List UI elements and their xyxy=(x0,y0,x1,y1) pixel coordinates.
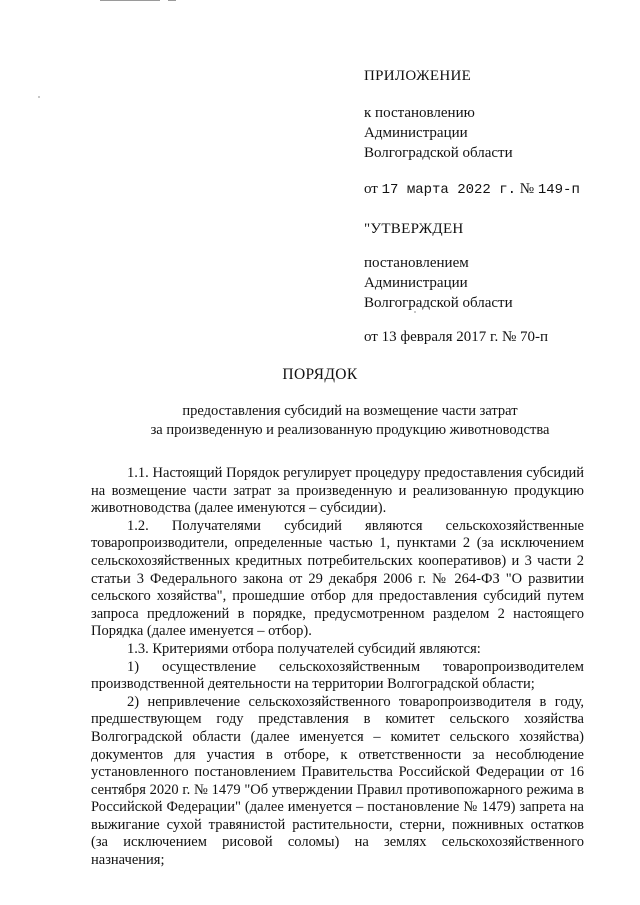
approved-date-line: от 13 февраля 2017 г. № 70-п xyxy=(364,329,549,345)
annex-header: ПРИЛОЖЕНИЕ xyxy=(364,68,472,84)
approved-line: постановлением xyxy=(364,255,469,271)
scan-edge-mark xyxy=(100,0,160,1)
annex-line: Волгоградской области xyxy=(364,145,513,161)
annex-line: Администрации xyxy=(364,125,468,141)
subtitle-line: предоставления субсидий на возмещение части затрат xyxy=(182,403,518,419)
criterion-1: 1) осуществление сельскохозяйственным товаропроизводителем производственной деятельности на территории Волгоградской области; xyxy=(91,658,584,693)
approved-header: "УТВЕРЖДЕН xyxy=(364,221,464,237)
criterion-2: 2) непривлечение сельскохозяйственного товаропроизводителя в году, предшествующем году представления в комитет сельского хозяйства Волгоградской области (далее именуется – комитет сельского хозяйства) документов для участия в отборе, к ответственности за несоблюдение установленного постановлением Правительства Российской Федерации от 16 сентября 2020 г. № 1479 "Об утверждении Правил противопожарного режима в Российской Федерации" (далее именуется – постановление № 1479) запрета на выжигание сухой травянистой растительности, стерни, пожнивных остатков (за исключением рисовой соломы) на землях сельскохозяйственного назначения; xyxy=(91,693,584,869)
annex-date: 17 марта 2022 г. xyxy=(381,182,517,198)
annex-number-sign: № xyxy=(519,181,535,197)
approved-line: Администрации xyxy=(364,275,468,291)
subtitle-line: за произведенную и реализованную продукцию животноводства xyxy=(150,422,550,438)
scan-edge-mark xyxy=(168,0,176,1)
annex-date-prefix: от xyxy=(364,181,378,197)
annex-date-line xyxy=(364,179,580,200)
scan-speck xyxy=(38,96,40,98)
document-title: ПОРЯДОК xyxy=(282,366,358,383)
approved-block xyxy=(364,219,548,347)
paragraph-1-1: 1.1. Настоящий Порядок регулирует процедуру предоставления субсидий на возмещение части затрат за произведенную и реализованную продукцию животноводства (далее именуются – субсидии). xyxy=(91,465,584,517)
annex-number: 149-п xyxy=(537,182,580,198)
annex-block xyxy=(364,66,580,200)
paragraph-1-2: 1.2. Получателями субсидий являются сельскохозяйственные товаропроизводители, определенные частью 1, пунктами 2 (за исключением сельскохозяйственных кредитных потребительских кооперативов) и 3 части 2 статьи 3 Федерального закона от 29 декабря 2006 г. № 264-ФЗ "О развитии сельского хозяйства", прошедшие отбор для предоставления субсидий путем запроса предложений в порядке, предусмотренном разделом 2 настоящего Порядка (далее именуется – отбор). xyxy=(91,517,584,640)
document-body xyxy=(91,465,584,870)
approved-line: Волгоградской области xyxy=(364,295,513,311)
document-subtitle xyxy=(0,402,640,440)
annex-line: к постановлению xyxy=(364,105,475,121)
paragraph-1-3: 1.3. Критериями отбора получателей субсидий являются: xyxy=(127,640,481,657)
